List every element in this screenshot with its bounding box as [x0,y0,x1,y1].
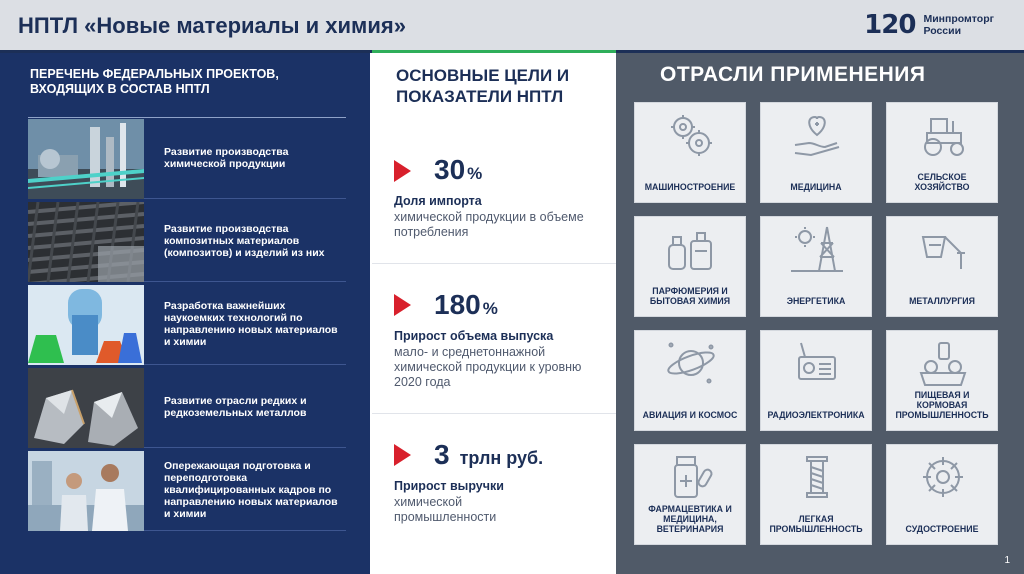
food-basket-icon [913,337,973,389]
sector-label: ФАРМАЦЕВТИКА И МЕДИЦИНА, ВЕТЕРИНАРИЯ [648,504,732,534]
sector-label: ЛЕГКАЯ ПРОМЫШЛЕННОСТЬ [769,514,863,534]
sector-tile [634,444,746,545]
project-item [28,366,346,448]
ship-wheel-gear-icon [913,451,973,503]
heart-hand-icon [787,109,847,161]
gears-icon [661,109,721,161]
goal-divider [372,413,616,414]
goal-description: мало- и среднетоннажной химической продукции к уровню 2020 года [394,345,582,389]
header-bar [0,0,1024,50]
sector-tile [634,102,746,203]
goal-unit: трлн руб. [459,448,544,468]
goal-item [372,289,616,409]
perfume-bottles-icon [661,223,721,275]
sector-label: РАДИОЭЛЕКТРОНИКА [767,410,865,420]
project-item [28,283,346,365]
goal-label: Доля импорта [394,194,482,208]
project-text: Разработка важнейших наукоемких технологий по направлению новых материалов и химии [164,299,338,348]
radio-icon [787,337,847,389]
sector-label: АВИАЦИЯ И КОСМОС [642,410,738,420]
logo-text [923,13,994,37]
ladle-icon [913,223,973,275]
goal-description: химической продукции в объеме потребления [394,210,584,239]
goal-divider [372,263,616,264]
laboratory-flasks-photo [28,285,144,365]
goal-number: 180 [434,289,481,320]
industries-panel-title: ОТРАСЛИ ПРИМЕНЕНИЯ [660,63,926,86]
goal-item [372,151,616,261]
goal-unit: % [482,299,498,318]
project-item [28,200,346,282]
goal-number: 3 [434,439,450,470]
energy-tower-icon [787,223,847,275]
thread-spool-icon [787,451,847,503]
planet-icon [661,337,721,389]
logo-line-2: России [923,25,962,37]
sector-label: МЕТАЛЛУРГИЯ [909,296,975,306]
sector-tile [760,330,872,431]
industries-panel [616,53,1024,574]
lab-workers-photo [28,451,144,531]
projects-panel-title: ПЕРЕЧЕНЬ ФЕДЕРАЛЬНЫХ ПРОЕКТОВ, ВХОДЯЩИХ В СОСТАВ НПТЛ [30,67,279,96]
logo-line-1: Минпромторг [923,13,994,25]
ministry-logo [864,10,994,40]
project-item [28,449,346,531]
federal-projects-panel [0,53,370,574]
composite-fabric-photo [28,202,144,282]
goal-number: 30 [434,154,466,185]
project-text: Развитие производства химической продукции [164,145,289,170]
goal-value [434,289,498,321]
sector-label: ПАРФЮМЕРИЯ И БЫТОВАЯ ХИМИЯ [649,286,731,306]
goals-panel-title: ОСНОВНЫЕ ЦЕЛИ И ПОКАЗАТЕЛИ НПТЛ [396,66,570,106]
logo-number: 120 [864,10,916,40]
goal-label: Прирост объема выпуска [394,329,554,343]
goals-panel [372,53,616,574]
goal-item [372,439,616,549]
pill-bottle-icon [661,451,721,503]
sector-tile [886,444,998,545]
project-text: Опережающая подготовка и переподготовка квалифицированных кадров по направлению новых материалов и химии [164,459,338,520]
project-text: Развитие отрасли редких и редкоземельных металлов [164,394,307,419]
sector-tile [886,216,998,317]
project-text: Развитие производства композитных материалов (композитов) и изделий из них [164,222,325,259]
red-arrow-icon [394,294,411,316]
project-item [28,117,346,199]
goal-value [434,154,482,186]
red-arrow-icon [394,444,411,466]
sector-tile [886,330,998,431]
sector-label: СУДОСТРОЕНИЕ [905,524,979,534]
goal-unit: % [467,164,483,183]
sector-label: ПИЩЕВАЯ И КОРМОВАЯ ПРОМЫШЛЕННОСТЬ [895,390,989,420]
chemical-plant-photo [28,119,144,199]
sector-label: СЕЛЬСКОЕ ХОЗЯЙСТВО [914,172,970,192]
sector-label: ЭНЕРГЕТИКА [786,296,846,306]
goal-label: Прирост выручки [394,479,504,493]
goal-description: химической промышленности [394,495,497,524]
goal-value [434,439,543,471]
sector-tile [886,102,998,203]
sector-tile [634,330,746,431]
sector-tile [634,216,746,317]
page-number: 1 [1004,555,1010,566]
sector-tile [760,444,872,545]
metal-crystals-photo [28,368,144,448]
sector-label: МАШИНОСТРОЕНИЕ [644,182,736,192]
sector-label: МЕДИЦИНА [790,182,842,192]
sector-tile [760,102,872,203]
page-title: НПТЛ «Новые материалы и химия» [18,13,406,38]
red-arrow-icon [394,160,411,182]
sector-tile [760,216,872,317]
tractor-icon [913,109,973,161]
